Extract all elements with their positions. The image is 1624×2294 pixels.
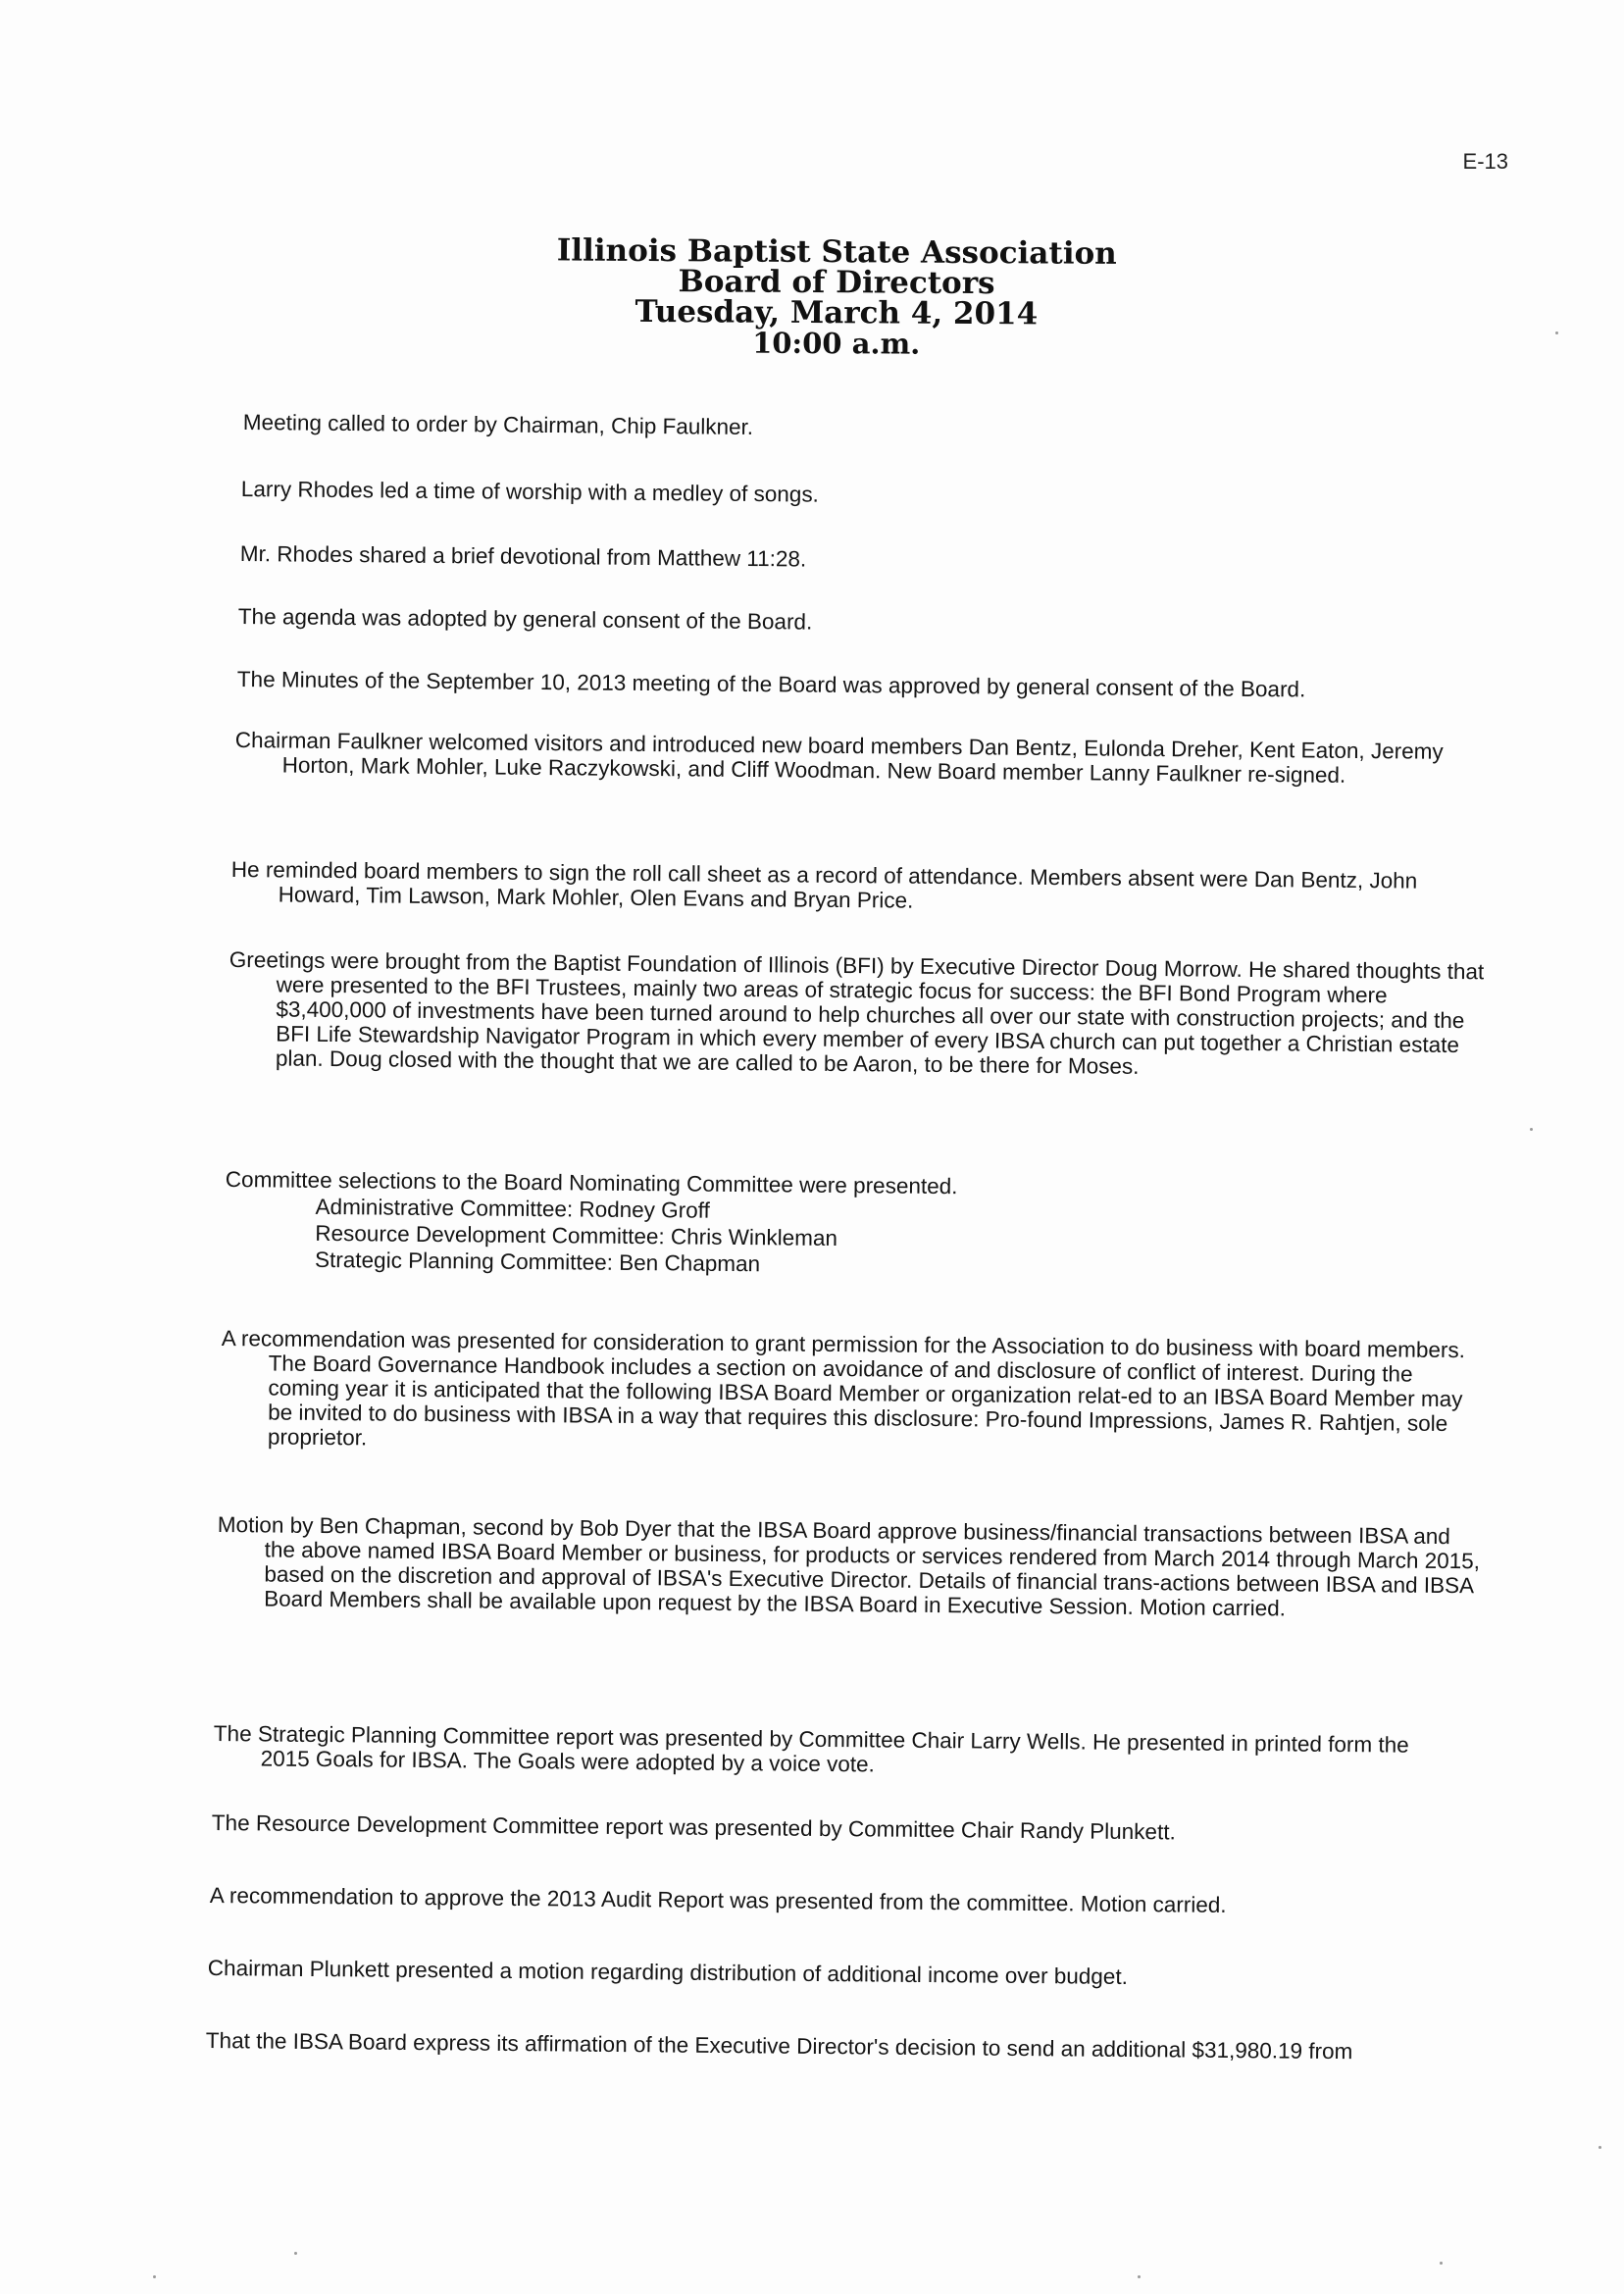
scan-speck — [294, 2252, 297, 2255]
scan-speck — [1530, 1128, 1533, 1131]
board-name: Board of Directors — [678, 264, 995, 302]
scan-speck — [1138, 2275, 1141, 2278]
organization-name: Illinois Baptist State Association — [556, 232, 1117, 272]
paragraph-text: The agenda was adopted by general consent of the Board. — [237, 604, 813, 635]
paragraph-resource-development — [212, 1810, 1487, 1847]
scan-speck — [1440, 2262, 1443, 2265]
paragraph-motion-transactions — [217, 1512, 1483, 1622]
committee-selection-item: Strategic Planning Committee: Ben Chapman — [314, 1247, 761, 1277]
paragraph-text: He reminded board members to sign the roll call sheet as a record of attendance. Members absent were Dan Bentz, John Howard, Tim Lawson, Mark Mohler, Olen Evans and Bryan Price. — [230, 857, 1418, 913]
paragraph-agenda — [238, 604, 1474, 640]
committee-selection-item: Resource Development Committee: Chris Winkleman — [315, 1220, 838, 1250]
scan-speck — [1599, 2146, 1601, 2149]
paragraph-text: Committee selections to the Board Nominating Committee were presented. — [225, 1167, 958, 1199]
paragraph-text: Motion by Ben Chapman, second by Bob Dyer that the IBSA Board approve business/financial transactions between IBSA and the above named IBSA Board Member or business, for products or services rendered from March 2014 through March 2015, based on the discretion and approval of IBSA's Executive Director. Details of financial trans-actions between IBSA and IBSA Board Members shall be available upon request by the IBSA Board in Executive Session. Motion carried. — [217, 1512, 1481, 1621]
paragraph-minutes-approval — [237, 667, 1512, 703]
paragraph-text: A recommendation to approve the 2013 Audit Report was presented from the committee. Motion carried. — [209, 1883, 1227, 1917]
paragraph-affirmation — [206, 2028, 1500, 2065]
paragraph-call-to-order — [243, 410, 1479, 446]
paragraph-plunkett-motion — [208, 1956, 1483, 1992]
paragraph-committee-selections — [225, 1167, 1471, 1283]
paragraph-text: That the IBSA Board express its affirmation of the Executive Director's decision to send an additional $31,980.19 from — [205, 2028, 1353, 2065]
paragraph-text: The Minutes of the September 10, 2013 meeting of the Board was approved by general consent of the Board. — [236, 667, 1306, 702]
paragraph-devotional — [240, 541, 1476, 578]
meeting-time: 10:00 a.m. — [752, 326, 921, 361]
paragraph-text: Chairman Plunkett presented a motion regarding distribution of additional income over budget. — [207, 1956, 1129, 1990]
page-number: E-13 — [1462, 149, 1508, 174]
paragraph-attendance — [231, 857, 1481, 918]
paragraph-text: Chairman Faulkner welcomed visitors and introduced new board members Dan Bentz, Eulonda Dreher, Kent Eaton, Jeremy Horton, Mark Mohler, Luke Raczykowski, and Cliff Woodman. New Board member Lanny Faulkner re-signed. — [234, 728, 1444, 788]
paragraph-text: Mr. Rhodes shared a brief devotional from Matthew 11:28. — [239, 541, 807, 572]
paragraph-text: The Strategic Planning Committee report was presented by Committee Chair Larry Wells. He presented in printed form the 2015 Goals for IBSA. The Goals were adopted by a voice vote. — [213, 1721, 1409, 1777]
paragraph-text: Larry Rhodes led a time of worship with a medley of songs. — [240, 477, 820, 507]
scan-speck — [153, 2275, 156, 2278]
paragraph-new-members — [235, 728, 1473, 789]
paragraph-bfi-greetings — [228, 947, 1489, 1082]
committee-selection-item: Administrative Committee: Rodney Groff — [315, 1194, 710, 1223]
meeting-date: Tuesday, March 4, 2014 — [634, 293, 1039, 332]
paragraph-text: The Resource Development Committee report was presented by Committee Chair Randy Plunkett. — [211, 1810, 1176, 1845]
document-header — [0, 232, 1624, 364]
paragraph-strategic-planning — [214, 1721, 1453, 1782]
paragraph-audit-report — [210, 1883, 1485, 1919]
paragraph-text: Meeting called to order by Chairman, Chip Faulkner. — [242, 410, 754, 439]
paragraph-worship — [241, 477, 1477, 513]
paragraph-text: A recommendation was presented for consideration to grant permission for the Association to do business with board members. The Board Governance Handbook includes a section on avoidance of and disclosure of conflict of interest. During the coming year it is anticipated that the following IBSA Board Member or organization relat-ed to an IBSA Board Member may be invited to do business with IBSA in a way that requires this disclosure: Pro-found Impressions, James R. Rahtjen, sole proprietor. — [221, 1326, 1466, 1451]
paragraph-conflict-of-interest — [221, 1326, 1479, 1460]
paragraph-text: Greetings were brought from the Baptist Foundation of Illinois (BFI) by Executive Director Doug Morrow. He shared thoughts that were presented to the BFI Trustees, mainly two areas of strategic focus for success: the BFI Bond Program where $3,400,000 of investments have been turned around to help churches all over our state with construction projects; and the BFI Life Stewardship Navigator Program in which every member of every IBSA church can put together a Christian estate plan. Doug closed with the thought that we are called to be Aaron, to be there for Moses. — [228, 947, 1485, 1079]
scan-speck — [1555, 331, 1558, 334]
